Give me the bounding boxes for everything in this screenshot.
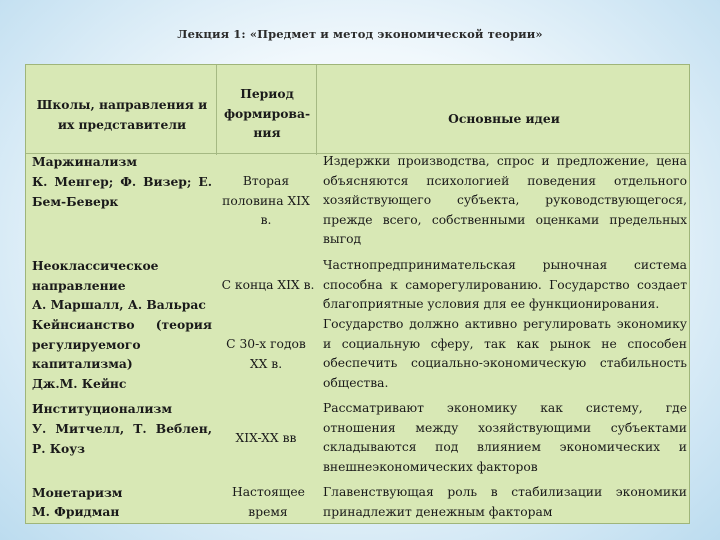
table-row-representatives: Дж.М. Кейнс [32,376,127,391]
table-row-ideas: Государство должно активно регулировать экономику и социальную сферу, так как рынок не способен обеспечить социально-экономическую стабильность общества. [323,317,687,390]
lecture-title: Лекция 1: «Предмет и метод экономической теории» [177,27,543,41]
table-row-period: XIX-XX вв [235,431,297,445]
table-row-period: С 30-х годов XX в. [226,337,306,371]
header-ideas: Основные идеи [448,111,560,126]
table-row-representatives: А. Маршалл, А. Вальрас [32,297,206,312]
header-period: Период формирова-ния [223,86,311,140]
table-row-ideas: Рассматривают экономику как систему, где отношения между хозяйствующими субъектами складываются под влиянием экономических и внешнеэкономических факторов [323,401,687,474]
column-divider [216,65,217,155]
table-row-period: Настоящее время [232,485,305,519]
table-row-ideas: Издержки производства, спрос и предложение, цена объясняются психологией поведения отдельного хозяйствующего субъекта, руководствующегося, прежде всего, собственными оценками предельных выгод [323,154,687,246]
schools-table [25,64,690,524]
table-row-representatives: У. Митчелл, Т. Веблен, Р. Коуз [32,421,212,456]
table-row-school: Маржинализм [32,154,138,169]
table-row-period: С конца XIX в. [221,278,315,292]
column-divider [316,65,317,155]
table-row-ideas: Главенствующая роль в стабилизации экономики принадлежит денежным факторам [323,485,687,519]
table-row-school: Институционализм [32,401,173,416]
table-row-ideas: Частнопредпринимательская рыночная система способна к саморегулированию. Государство создает благоприятные условия для ее функционирования. [323,258,687,311]
table-row-school: Кейнсианство (теория регулируемого капитализма) [32,317,212,371]
table-row-school: Неоклассическое направление [32,258,159,293]
table-row-school: Монетаризм [32,485,123,500]
table-row-representatives: К. Менгер; Ф. Визер; Е. Бем-Беверк [32,174,212,209]
table-row-representatives: М. Фридман [32,504,120,519]
header-schools: Школы, направления и их представители [36,97,208,132]
table-row-period: Вторая половина XIX в. [222,174,310,227]
